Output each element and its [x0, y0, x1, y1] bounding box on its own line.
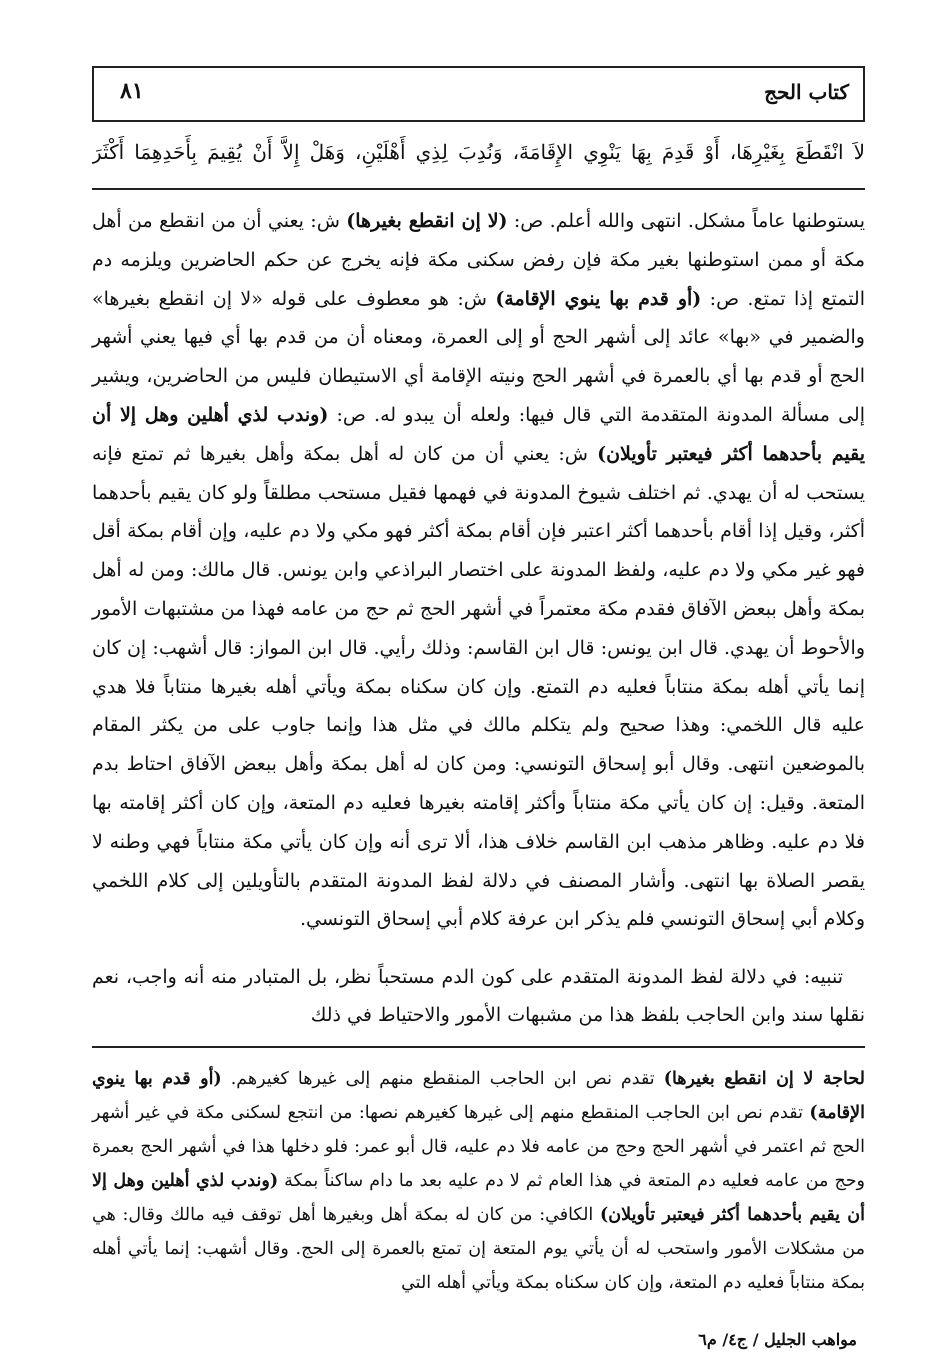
bold-quote: لحاجة لا إن انقطع بغيرها) [663, 1069, 865, 1089]
tanbih-note [92, 958, 865, 1034]
tanbih-paragraph: تنبيه: في دلالة لفظ المدونة المتقدم على كون الدم مستحباً نظر، بل المتبادر منه أنه واجب، نعم نقلها سند وابن الحاجب بلفظ هذا من مشبهات الأمور والاحتياط في ذلك [92, 966, 865, 1026]
bold-quote: (وندب لذي أهلين وهل إلا أن يقيم بأحدهما أكثر فيعتبر تأويلان) [92, 1171, 865, 1225]
text-run: ش: يعني أن من كان له أهل بمكة وأهل بغيرها ثم تمتع فإنه يستحب له أن يهدي. ثم اختلف شيوخ المدونة في فهمها فقيل مستحب مطلقاً ولو كان يقيم بأحدهما أكثر، وقيل إذا أقام بأحدهما أكثر اعتبر فإن أقام بمكة أكثر فهو مكي ولا دم عليه، وإن أقام بمكة أقل فهو غير مكي ولا دم عليه، ولفظ المدونة على اختصار البراذعي وابن يونس. قال مالك: ومن له أهل بمكة وأهل ببعض الآفاق فقدم مكة معتمراً في أشهر الحج ثم حج من عامه فهذا من مشتبهات الأمور والأحوط أن يهدي. قال ابن يونس: قال ابن القاسم: وذلك رأيي. قال ابن المواز: قال أشهب: إن كان إنما يأتي أهله بمكة منتاباً فعليه دم التمتع. وإن كان سكناه بمكة ويأتي أهله بغيرها منتاباً فلا هدي عليه قال اللخمي: وهذا صحيح ولم يتكلم مالك في مثل هذا وإنما جاوب على من يكثر المقام بالموضعين انتهى. وقال أبو إسحاق التونسي: ومن كان له أهل بمكة وأهل ببعض الآفاق احتاط بدم المتعة. وقيل: إن كان يأتي مكة منتاباً وأكثر إقامته بغيرها فعليه دم المتعة، وإن كان أكثر إقامته بها فلا دم عليه. وظاهر مذهب ابن القاسم خلاف هذا، ألا ترى أنه وإن كان يأتي مكة منتاباً فهي وطنه لا يقصر الصلاة بها انتهى. وأشار المصنف في دلالة لفظ المدونة المتقدم بالتأويلين إلى كلام اللخمي وكلام أبي إسحاق التونسي فلم يذكر ابن عرفة كلام أبي إسحاق التونسي. [92, 442, 865, 931]
chapter-title: كتاب الحج [764, 80, 849, 104]
footnote-divider [92, 1046, 865, 1048]
bold-quote: (أو قدم بها ينوي الإقامة) [495, 287, 702, 310]
page-number: ٨١ [120, 78, 144, 104]
text-run: تقدم نص ابن الحاجب المنقطع منهم إلى غيرها كغيرهم. [221, 1069, 664, 1089]
footnote-paragraph [92, 1062, 865, 1300]
matn-verse: لاَ انْقَطَعَ بِغَيْرِهَا، أَوْ قَدِمَ بِهَا يَنْوِي الإِقَامَةَ، وَنُدِبَ لِذِي أَهْلَيْنِ، وَهَلْ إِلاَّ أَنْ يُقِيمَ بِأَحَدِهِمَا أَكْثَرَ [92, 140, 865, 164]
top-divider [92, 188, 865, 190]
bold-quote: (لا إن انقطع بغيرها) [346, 210, 508, 232]
page-header [92, 66, 865, 122]
commentary-paragraph [92, 202, 865, 939]
footer-signature: مواهب الجليل / ج٤/ م٦ [698, 1330, 857, 1349]
text-run: الكافي: من كان له بمكة أهل وبغيرها أهل توقف فيه مالك وقال: هي من مشكلات الأمور واستحب له أن يأتي يوم المتعة إن تمتع بالعمرة إلى الحج. وقال أشهب: إنما يأتي أهله بمكة منتاباً فعليه دم المتعة، وإن كان سكناه بمكة ويأتي أهله التي [92, 1205, 865, 1293]
bold-quote: (وندب لذي أهلين وهل إلا أن يقيم بأحدهما أكثر فيعتبر تأويلان) [92, 403, 865, 465]
text-run: ش: يعني أن من انقطع من أهل مكة أو ممن استوطنها بغير مكة فإن رفض سكنى مكة فإنه يخرج عن حكم الحاضرين ويلزمه دم التمتع إذا تمتع. ص: [92, 210, 865, 310]
commentary-text [92, 202, 865, 939]
bold-quote: (أو قدم بها ينوي الإقامة) [92, 1069, 865, 1123]
footnote-text [92, 1062, 865, 1300]
text-run: تقدم نص ابن الحاجب المنقطع منهم إلى غيرها كغيرهم نصها: من انتجع لسكنى مكة في غير أشهر الحج ثم اعتمر في أشهر الحج وحج من عامه فلا دم عليه، قال أبو عمر: فلو دخلها هذا في أشهر الحج بعمرة وحج من عامه فعليه دم المتعة في هذا العام ثم لا دم عليه بعد ما دام ساكناً بمكة [92, 1103, 866, 1191]
text-run: ش: هو معطوف على قوله «لا إن انقطع بغيرها» والضمير في «بها» عائد إلى أشهر الحج أو إلى العمرة، ومعناه أن من قدم بها أي فيها يعني أشهر الحج أو قدم بها أي بالعمرة في أشهر الحج ونيته الإقامة أي الاستيطان فليس من الحاضرين، ويشير إلى مسألة المدونة المتقدمة التي قال فيها: ولعله أن يبدو له. ص: [92, 287, 865, 426]
text-run: يستوطنها عاماً مشكل. انتهى والله أعلم. ص: [507, 210, 865, 232]
